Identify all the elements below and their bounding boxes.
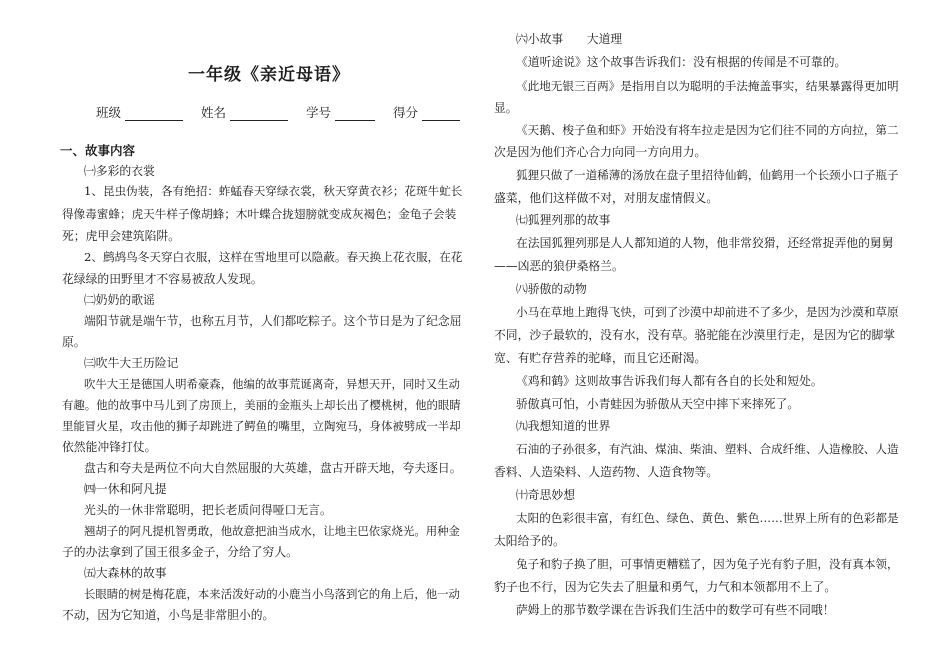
text-line: 吹牛大王是德国人明希豪森，他编的故事荒诞离奇，异想天开，同时又生动 (84, 377, 460, 391)
text-line: 《道听途说》这个故事告诉我们：没有根据的传闻是不可靠的。 (516, 55, 847, 69)
student-info-row (96, 103, 460, 121)
text-line: 2、鹧鸪鸟冬天穿白衣服，这样在雪地里可以隐蔽。春天换上花衣服，在花 (84, 250, 463, 264)
text-line: 太阳给予的。 (494, 534, 565, 548)
text-line: 次是因为他们齐心合力向同一方向用力。 (494, 145, 707, 159)
text-line: 《天鹅、梭子鱼和虾》开始没有将车拉走是因为它们往不同的方向拉，第二 (516, 123, 899, 137)
section-heading: 一、故事内容 (60, 143, 136, 158)
text-line: 长眼睛的树是梅花鹿，本来活泼好动的小鹿当小鸟落到它的角上后，他一动 (84, 587, 460, 601)
page-title: 一年级《亲近母语》 (188, 65, 350, 85)
text-line: 依然能冲锋打仗。 (62, 440, 157, 454)
text-line: 不同，沙子最软的，没有水，没有草。骆驼能在沙漠里行走，是因为它的脚掌 (494, 328, 896, 342)
text-line: 宽、有贮存营养的驼峰，而且它还耐渴。 (494, 351, 707, 365)
score-blank (422, 108, 460, 121)
text-line: 翘胡子的阿凡提机智勇敢，他故意把油当成水，让地主巴依家烧光。用种金 (84, 524, 460, 538)
subsection-heading: ㈤大森林的故事 (84, 566, 167, 580)
text-line: 狐狸只做了一道稀薄的汤放在盘子里招待仙鹤，仙鹤用一个长颈小口子瓶子 (516, 168, 899, 182)
text-line: 豹子也不行，因为它失去了胆量和勇气，力气和本领都用不上了。 (494, 580, 837, 594)
text-line: 《鸡和鹤》这则故事告诉我们每人都有各自的长处和短处。 (516, 374, 823, 388)
subsection-heading: ㈣一休和阿凡提 (84, 482, 167, 496)
score-label: 得分 (392, 105, 418, 120)
text-line: 端阳节就是端午节，也称五月节，人们都吃粽子。这个节日是为了纪念屈 (84, 314, 462, 328)
text-line: 香料、人造染料、人造药物、人造食物等。 (494, 465, 719, 479)
name-label: 姓名 (200, 105, 226, 120)
subsection-heading: ㈧骄傲的动物 (516, 282, 587, 296)
subsection-heading: ㈡奶奶的歌谣 (84, 293, 155, 307)
text-line: 太阳的色彩很丰富，有红色、绿色、黄色、紫色……世界上所有的色彩都是 (516, 511, 899, 525)
subsection-heading: ㈨我想知道的世界 (516, 419, 611, 433)
subsection-heading: ㈠多彩的衣裳 (84, 164, 155, 178)
subsection-heading: ㈢吹牛大王历险记 (84, 356, 179, 370)
text-line: 光头的一休非常聪明，把长老质问得哑口无言。 (84, 503, 332, 517)
text-line: 兔子和豹子换了胆，可事情更糟糕了，因为兔子光有豹子胆，没有真本领， (516, 557, 899, 571)
number-blank (335, 108, 375, 121)
text-line: 盛菜，他们这样做不对，对朋友虚情假义。 (494, 191, 719, 205)
text-line: 原。 (62, 335, 86, 349)
text-line: 子的办法拿到了国王很多金子，分给了穷人。 (62, 545, 298, 559)
number-label: 学号 (305, 105, 331, 120)
text-line: 死；虎甲会建筑陷阱。 (62, 229, 180, 243)
text-line: 里能冒火星，攻击他的狮子却跳进了鳄鱼的嘴里，立陶宛马，身体被劈成一半却 (62, 419, 461, 433)
text-line: 盘古和夸夫是两位不向大自然屈服的大英雄，盘古开辟天地，夸夫逐日。 (84, 461, 462, 475)
class-blank (125, 108, 183, 121)
text-line: 《此地无银三百两》是指用自以为聪明的手法掩盖事实，结果暴露得更加明 (516, 79, 899, 93)
text-line: 不动，因为它知道，小鸟是非常胆小的。 (62, 608, 275, 622)
class-label: 班级 (96, 105, 122, 120)
text-line: 石油的子孙很多，有汽油、煤油、柴油、塑料、合成纤维、人造橡胶、人造 (516, 442, 899, 456)
subsection-heading: ㈦狐狸列那的故事 (516, 213, 611, 227)
text-line: 显。 (494, 101, 518, 115)
text-line: 在法国狐狸列那是人人都知道的人物，他非常狡猾，还经常捉弄他的舅舅 (516, 236, 894, 250)
subsection-heading: ㈩奇思妙想 (516, 488, 575, 502)
text-line: 小马在草地上跑得飞快，可到了沙漠中却前进不了多少，是因为沙漠和草原 (516, 305, 899, 319)
text-line: 1、昆虫伪装，各有绝招：蚱蜢春天穿绿衣裳，秋天穿黄衣衫；花斑牛虻长 (84, 184, 463, 198)
text-line: 有趣。他的故事中马儿到了房顶上，美丽的金瓶头上却长出了樱桃树，他的眼睛 (62, 398, 461, 412)
text-line: 花绿绿的田野里才不容易被敌人发现。 (62, 272, 263, 286)
text-line: 得像毒蜜蜂；虎天牛样子像胡蜂；木叶蝶合拢翅膀就变成灰褐色；金龟子会装 (62, 207, 457, 221)
subsection-heading: ㈥小故事 大道理 (516, 32, 623, 46)
text-line: ——凶恶的狼伊桑格兰。 (494, 259, 624, 273)
name-blank (230, 108, 288, 121)
text-line: 骄傲真可怕，小青蛙因为骄傲从天空中摔下来摔死了。 (516, 397, 800, 411)
text-line: 萨姆上的那节数学课在告诉我们生活中的数学可有些不同哦！ (516, 603, 835, 617)
